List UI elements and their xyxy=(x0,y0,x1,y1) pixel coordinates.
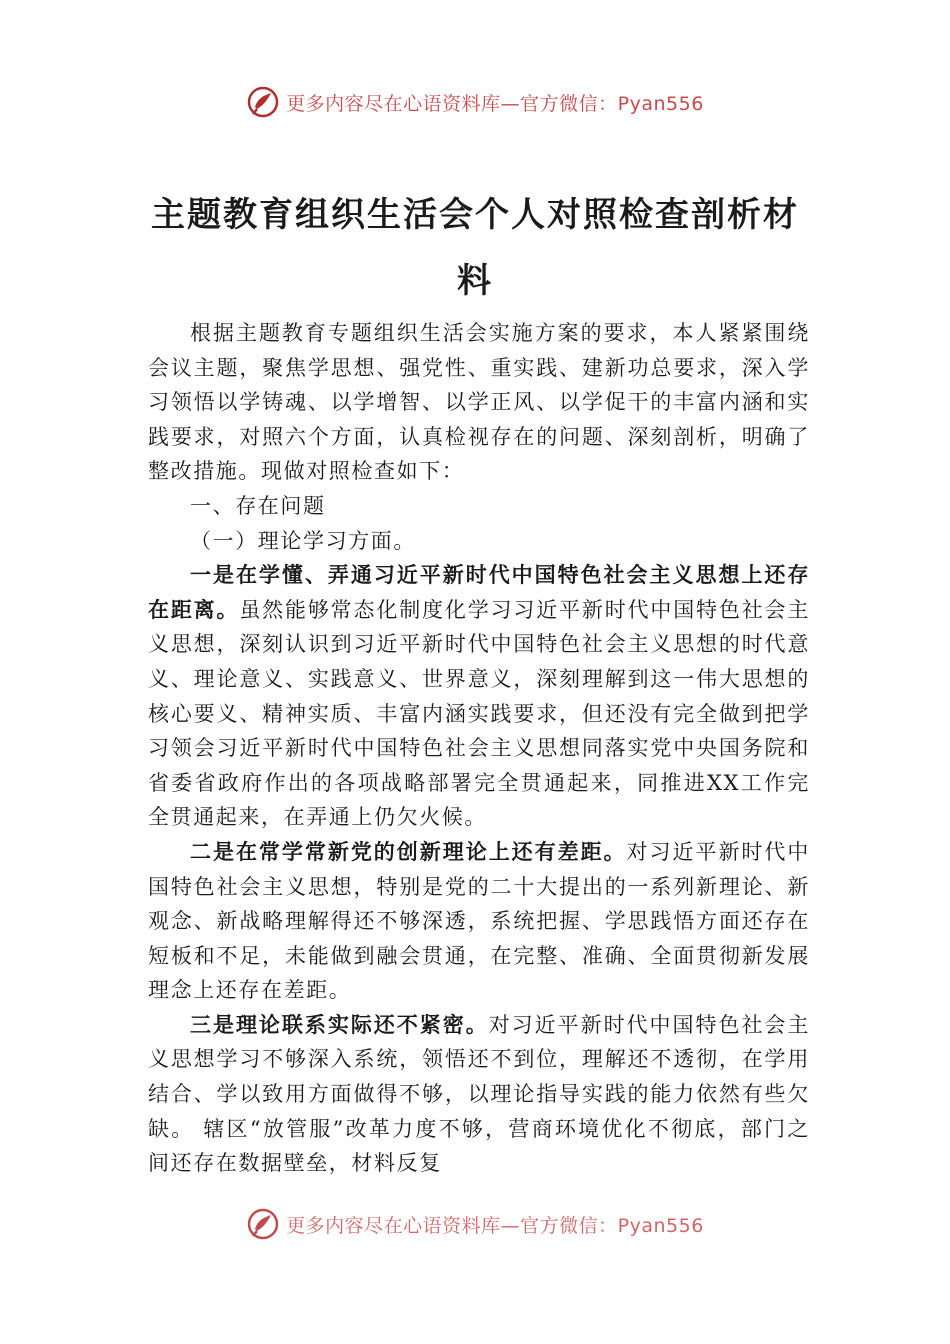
point-paragraph xyxy=(148,1008,810,1181)
section-heading: 一、存在问题 xyxy=(190,493,326,518)
point-text: 虽然能够常态化制度化学习习近平新时代中国特色社会主义思想，深刻认识到习近平新时代中国特色社会主义思想的时代意义、理论意义、实践意义、世界意义，深刻理解到这一伟大思想的核心要义、精神实质、丰富内涵实践要求，但还没有完全做到把学习领会习近平新时代中国特色社会主义思想同落实党中央国务院和省委省政府作出的各项战略部署完全贯通起来，同推进XX工作完全贯通起来，在弄通上仍欠火候。 xyxy=(148,597,810,830)
point-paragraph xyxy=(148,558,810,835)
pen-heart-icon xyxy=(246,85,280,119)
point-text: 对习近平新时代中国特色社会主义思想，特别是党的二十大提出的一系列新理论、新观念、新战略理解得还不够深透，系统把握、学思践悟方面还存在短板和不足，未能做到融会贯通，在完整、准确、全面贯彻新发展理念上还存在差距。 xyxy=(148,839,810,1003)
watermark-text: 更多内容尽在心语资料库—官方微信：Pyan556 xyxy=(286,92,704,115)
point-lead: 二是在常学常新党的创新理论上还有差距。 xyxy=(190,838,627,864)
point-lead: 三是理论联系实际还不紧密。 xyxy=(190,1011,489,1037)
watermark-header xyxy=(0,82,950,122)
document-title: 主题教育组织生活会个人对照检查剖析材料 xyxy=(151,195,799,301)
pen-heart-icon xyxy=(246,1207,280,1241)
point-lead: 一是在学懂、弄通习近平新时代中国特色社会主义思想上还存在距离。 xyxy=(148,562,810,622)
document-body xyxy=(148,316,810,1181)
point-paragraph xyxy=(148,835,810,1008)
watermark-footer xyxy=(0,1204,950,1244)
subsection-heading: （一）理论学习方面。 xyxy=(190,528,416,553)
watermark-text: 更多内容尽在心语资料库—官方微信：Pyan556 xyxy=(286,1214,704,1237)
point-text: 对习近平新时代中国特色社会主义思想学习不够深入系统，领悟还不到位，理解还不透彻，在学用结合、学以致用方面做得不够，以理论指导实践的能力依然有些欠缺。 辖区“放管服”改革力度不够，营商环境优化不彻底，部门之间还存在数据壁垒，材料反复 xyxy=(148,1012,810,1176)
intro-paragraph: 根据主题教育专题组织生活会实施方案的要求，本人紧紧围绕会议主题，聚焦学思想、强党性、重实践、建新功总要求，深入学习领悟以学铸魂、以学增智、以学正风、以学促干的丰富内涵和实践要求，对照六个方面，认真检视存在的问题、深刻剖析，明确了整改措施。现做对照检查如下： xyxy=(148,321,810,484)
